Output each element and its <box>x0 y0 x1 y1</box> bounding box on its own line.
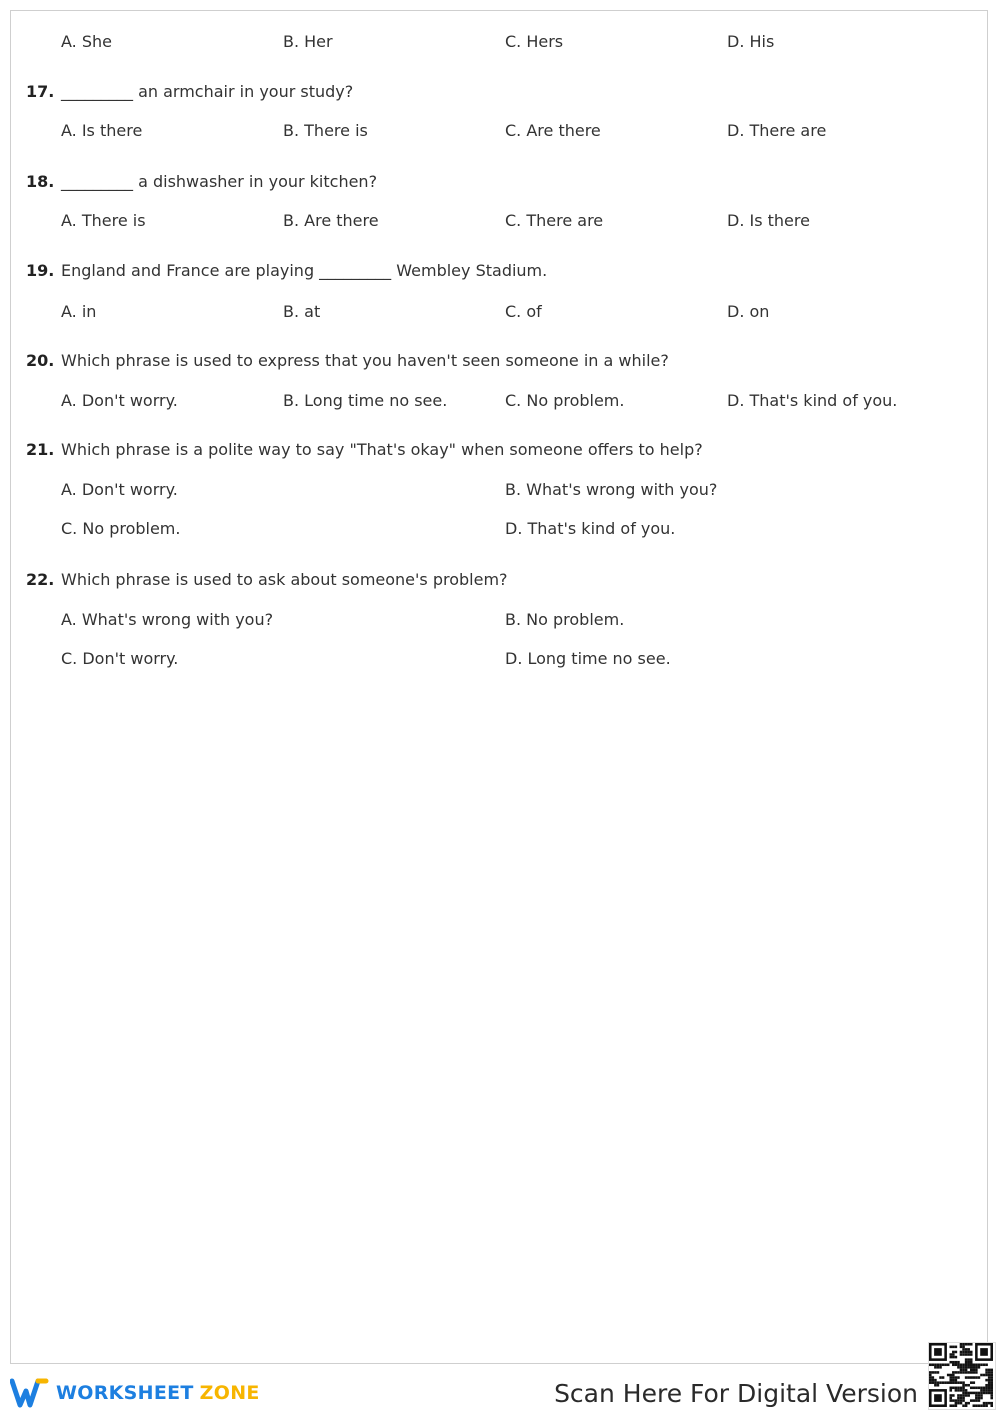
q22-option-d: D. Long time no see. <box>505 649 671 668</box>
logo-w-icon <box>10 1377 50 1409</box>
worksheetzone-logo[interactable] <box>10 1377 260 1409</box>
q21-option-b: B. What's wrong with you? <box>505 480 718 499</box>
q19-number: 19. <box>26 261 55 280</box>
q18-text: _________ a dishwasher in your kitchen? <box>61 172 378 191</box>
q22-option-b: B. No problem. <box>505 610 625 629</box>
q21-option-a: A. Don't worry. <box>61 480 178 499</box>
worksheet-page <box>10 10 988 1364</box>
q18-number: 18. <box>26 172 55 191</box>
logo-text <box>56 1382 260 1404</box>
q22-text: Which phrase is used to ask about someone's problem? <box>61 570 508 589</box>
q20-number: 20. <box>26 351 55 370</box>
q22-number: 22. <box>26 570 55 589</box>
q22-option-a: A. What's wrong with you? <box>61 610 274 629</box>
q21-number: 21. <box>26 440 55 459</box>
q17-option-d: D. There are <box>727 121 827 140</box>
q21-option-d: D. That's kind of you. <box>505 519 676 538</box>
q16-option-a: A. She <box>61 32 112 51</box>
q18-option-d: D. Is there <box>727 211 810 230</box>
q17-text: _________ an armchair in your study? <box>61 82 354 101</box>
q22-option-c: C. Don't worry. <box>61 649 179 668</box>
q20-option-d: D. That's kind of you. <box>727 391 898 410</box>
q16-option-c: C. Hers <box>505 32 564 51</box>
q19-option-c: C. of <box>505 302 542 321</box>
q18-option-c: C. There are <box>505 211 604 230</box>
q16-option-b: B. Her <box>283 32 333 51</box>
q17-option-c: C. Are there <box>505 121 601 140</box>
q20-option-b: B. Long time no see. <box>283 391 448 410</box>
qr-code-graphic <box>929 1343 993 1407</box>
logo-text-zone: ZONE <box>199 1382 260 1404</box>
q20-option-c: C. No problem. <box>505 391 625 410</box>
q17-option-b: B. There is <box>283 121 368 140</box>
q20-option-a: A. Don't worry. <box>61 391 178 410</box>
q16-option-d: D. His <box>727 32 775 51</box>
q19-text: England and France are playing _________ Wembley Stadium. <box>61 261 548 280</box>
q19-option-d: D. on <box>727 302 770 321</box>
q18-option-b: B. Are there <box>283 211 379 230</box>
q17-option-a: A. Is there <box>61 121 143 140</box>
q21-option-c: C. No problem. <box>61 519 181 538</box>
qr-code-icon[interactable] <box>928 1342 996 1410</box>
logo-text-worksheet: WORKSHEET <box>56 1382 194 1404</box>
q17-number: 17. <box>26 82 55 101</box>
q20-text: Which phrase is used to express that you haven't seen someone in a while? <box>61 351 669 370</box>
q21-text: Which phrase is a polite way to say "That's okay" when someone offers to help? <box>61 440 703 459</box>
q19-option-b: B. at <box>283 302 321 321</box>
q19-option-a: A. in <box>61 302 97 321</box>
scan-label: Scan Here For Digital Version <box>554 1379 918 1408</box>
q18-option-a: A. There is <box>61 211 146 230</box>
